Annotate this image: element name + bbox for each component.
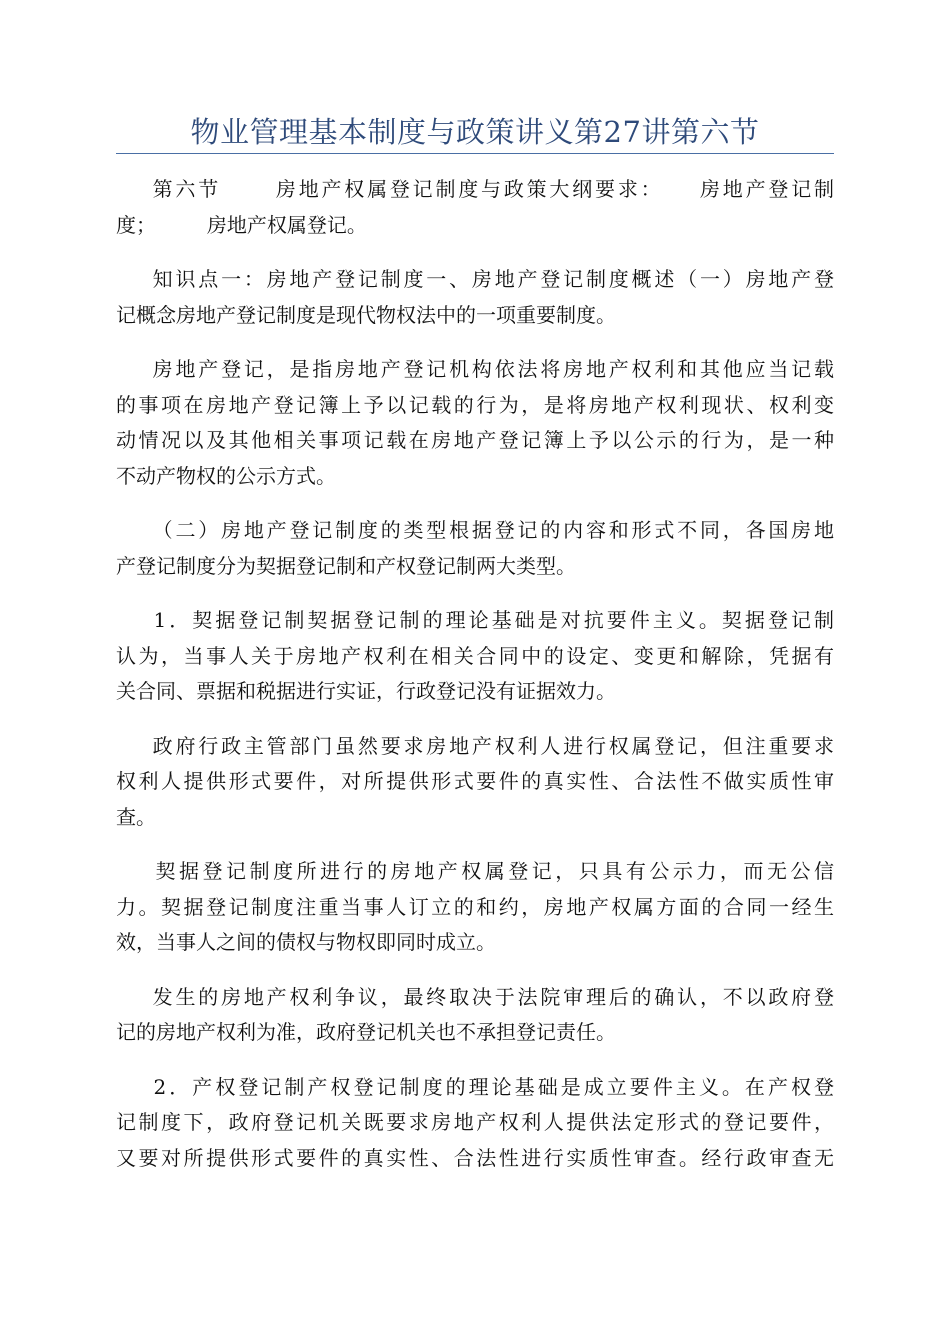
text-line: 关合同、票据和税据进行实证，行政登记没有证据效力。	[116, 679, 616, 703]
paragraph	[116, 172, 834, 243]
text-line: （二）房地产登记制度的类型根据登记的内容和形式不同，各国房地	[116, 518, 834, 542]
text-line: 又要对所提供形式要件的真实性、合法性进行实质性审查。经行政审查无	[116, 1145, 834, 1170]
text-line: 政府行政主管部门虽然要求房地产权利人进行权属登记，但注重要求	[116, 733, 834, 758]
text-line: 认为，当事人关于房地产权利在相关合同中的设定、变更和解除，凭据有	[116, 643, 834, 668]
text-line: 记制度下，政府登记机关既要求房地产权利人提供法定形式的登记要件，	[116, 1110, 834, 1134]
text-line: 不动产物权的公示方式。	[116, 463, 336, 488]
text-line: 产登记制度分为契据登记制和产权登记制两大类型。	[116, 553, 576, 578]
paragraph	[116, 352, 834, 494]
text-line: 力。契据登记制度注重当事人订立的和约，房地产权属方面的合同一经生	[116, 894, 834, 919]
text-line: 发生的房地产权利争议，最终取决于法院审理后的确认，不以政府登	[116, 984, 834, 1009]
paragraph	[116, 1070, 834, 1177]
text-line: 动情况以及其他相关事项记载在房地产登记簿上予以公示的行为，是一种	[116, 428, 834, 452]
paragraph	[116, 729, 834, 836]
text-line: 契据登记制度所进行的房地产权属登记，只具有公示力，而无公信	[116, 859, 834, 883]
text-line: 查。	[116, 804, 156, 829]
document-body	[116, 172, 834, 1176]
text-line: 的事项在房地产登记簿上予以记载的行为，是将房地产权利现状、权利变	[116, 392, 834, 417]
paragraph	[116, 262, 834, 333]
text-line: 度； 房地产权属登记。	[116, 212, 367, 237]
title-underline	[116, 153, 834, 154]
text-line: 记概念房地产登记制度是现代物权法中的一项重要制度。	[116, 302, 616, 327]
text-line: 权利人提供形式要件，对所提供形式要件的真实性、合法性不做实质性审	[116, 769, 834, 793]
paragraph	[116, 980, 834, 1051]
text-line: 第六节 房地产权属登记制度与政策大纲要求： 房地产登记制	[116, 177, 834, 201]
text-line: 2．产权登记制产权登记制度的理论基础是成立要件主义。在产权登	[116, 1074, 834, 1099]
text-line: 房地产登记，是指房地产登记机构依法将房地产权利和其他应当记载	[116, 357, 834, 381]
paragraph	[116, 513, 834, 584]
text-line: 效，当事人之间的债权与物权即同时成立。	[116, 930, 496, 954]
paragraph	[116, 603, 834, 710]
paragraph	[116, 854, 834, 961]
text-line: 知识点一：房地产登记制度一、房地产登记制度概述（一）房地产登	[116, 267, 834, 291]
text-line: 1．契据登记制契据登记制的理论基础是对抗要件主义。契据登记制	[116, 608, 834, 632]
document-title: 物业管理基本制度与政策讲义第27讲第六节	[190, 115, 760, 149]
text-line: 记的房地产权利为准，政府登记机关也不承担登记责任。	[116, 1020, 616, 1044]
